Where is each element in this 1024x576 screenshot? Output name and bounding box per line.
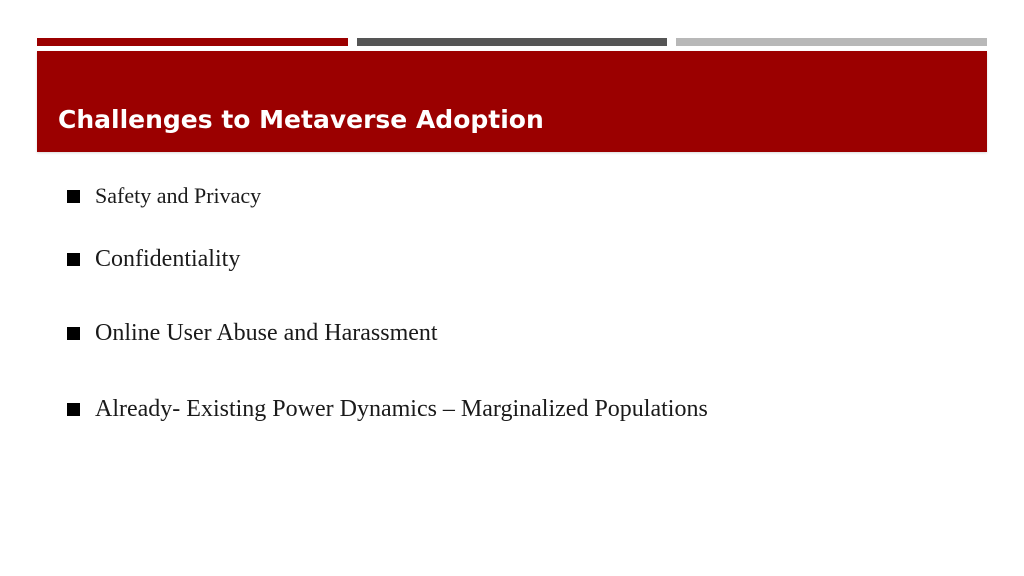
bullet-item <box>67 318 438 348</box>
accent-bar-light <box>676 38 987 46</box>
bullet-text: Online User Abuse and Harassment <box>95 320 438 346</box>
bullet-item <box>67 244 240 274</box>
square-bullet-icon <box>67 253 80 266</box>
bullet-item <box>67 394 708 424</box>
bullet-item <box>67 181 261 211</box>
accent-bar-dark <box>357 38 667 46</box>
slide-title: Challenges to Metaverse Adoption <box>58 105 544 134</box>
square-bullet-icon <box>67 327 80 340</box>
bullet-text: Confidentiality <box>95 246 241 272</box>
title-band <box>37 51 987 152</box>
bullet-text: Safety and Privacy <box>95 183 262 208</box>
square-bullet-icon <box>67 190 80 203</box>
square-bullet-icon <box>67 403 80 416</box>
bullet-text: Already- Existing Power Dynamics – Marginalized Populations <box>95 396 708 422</box>
accent-bar-red <box>37 38 348 46</box>
